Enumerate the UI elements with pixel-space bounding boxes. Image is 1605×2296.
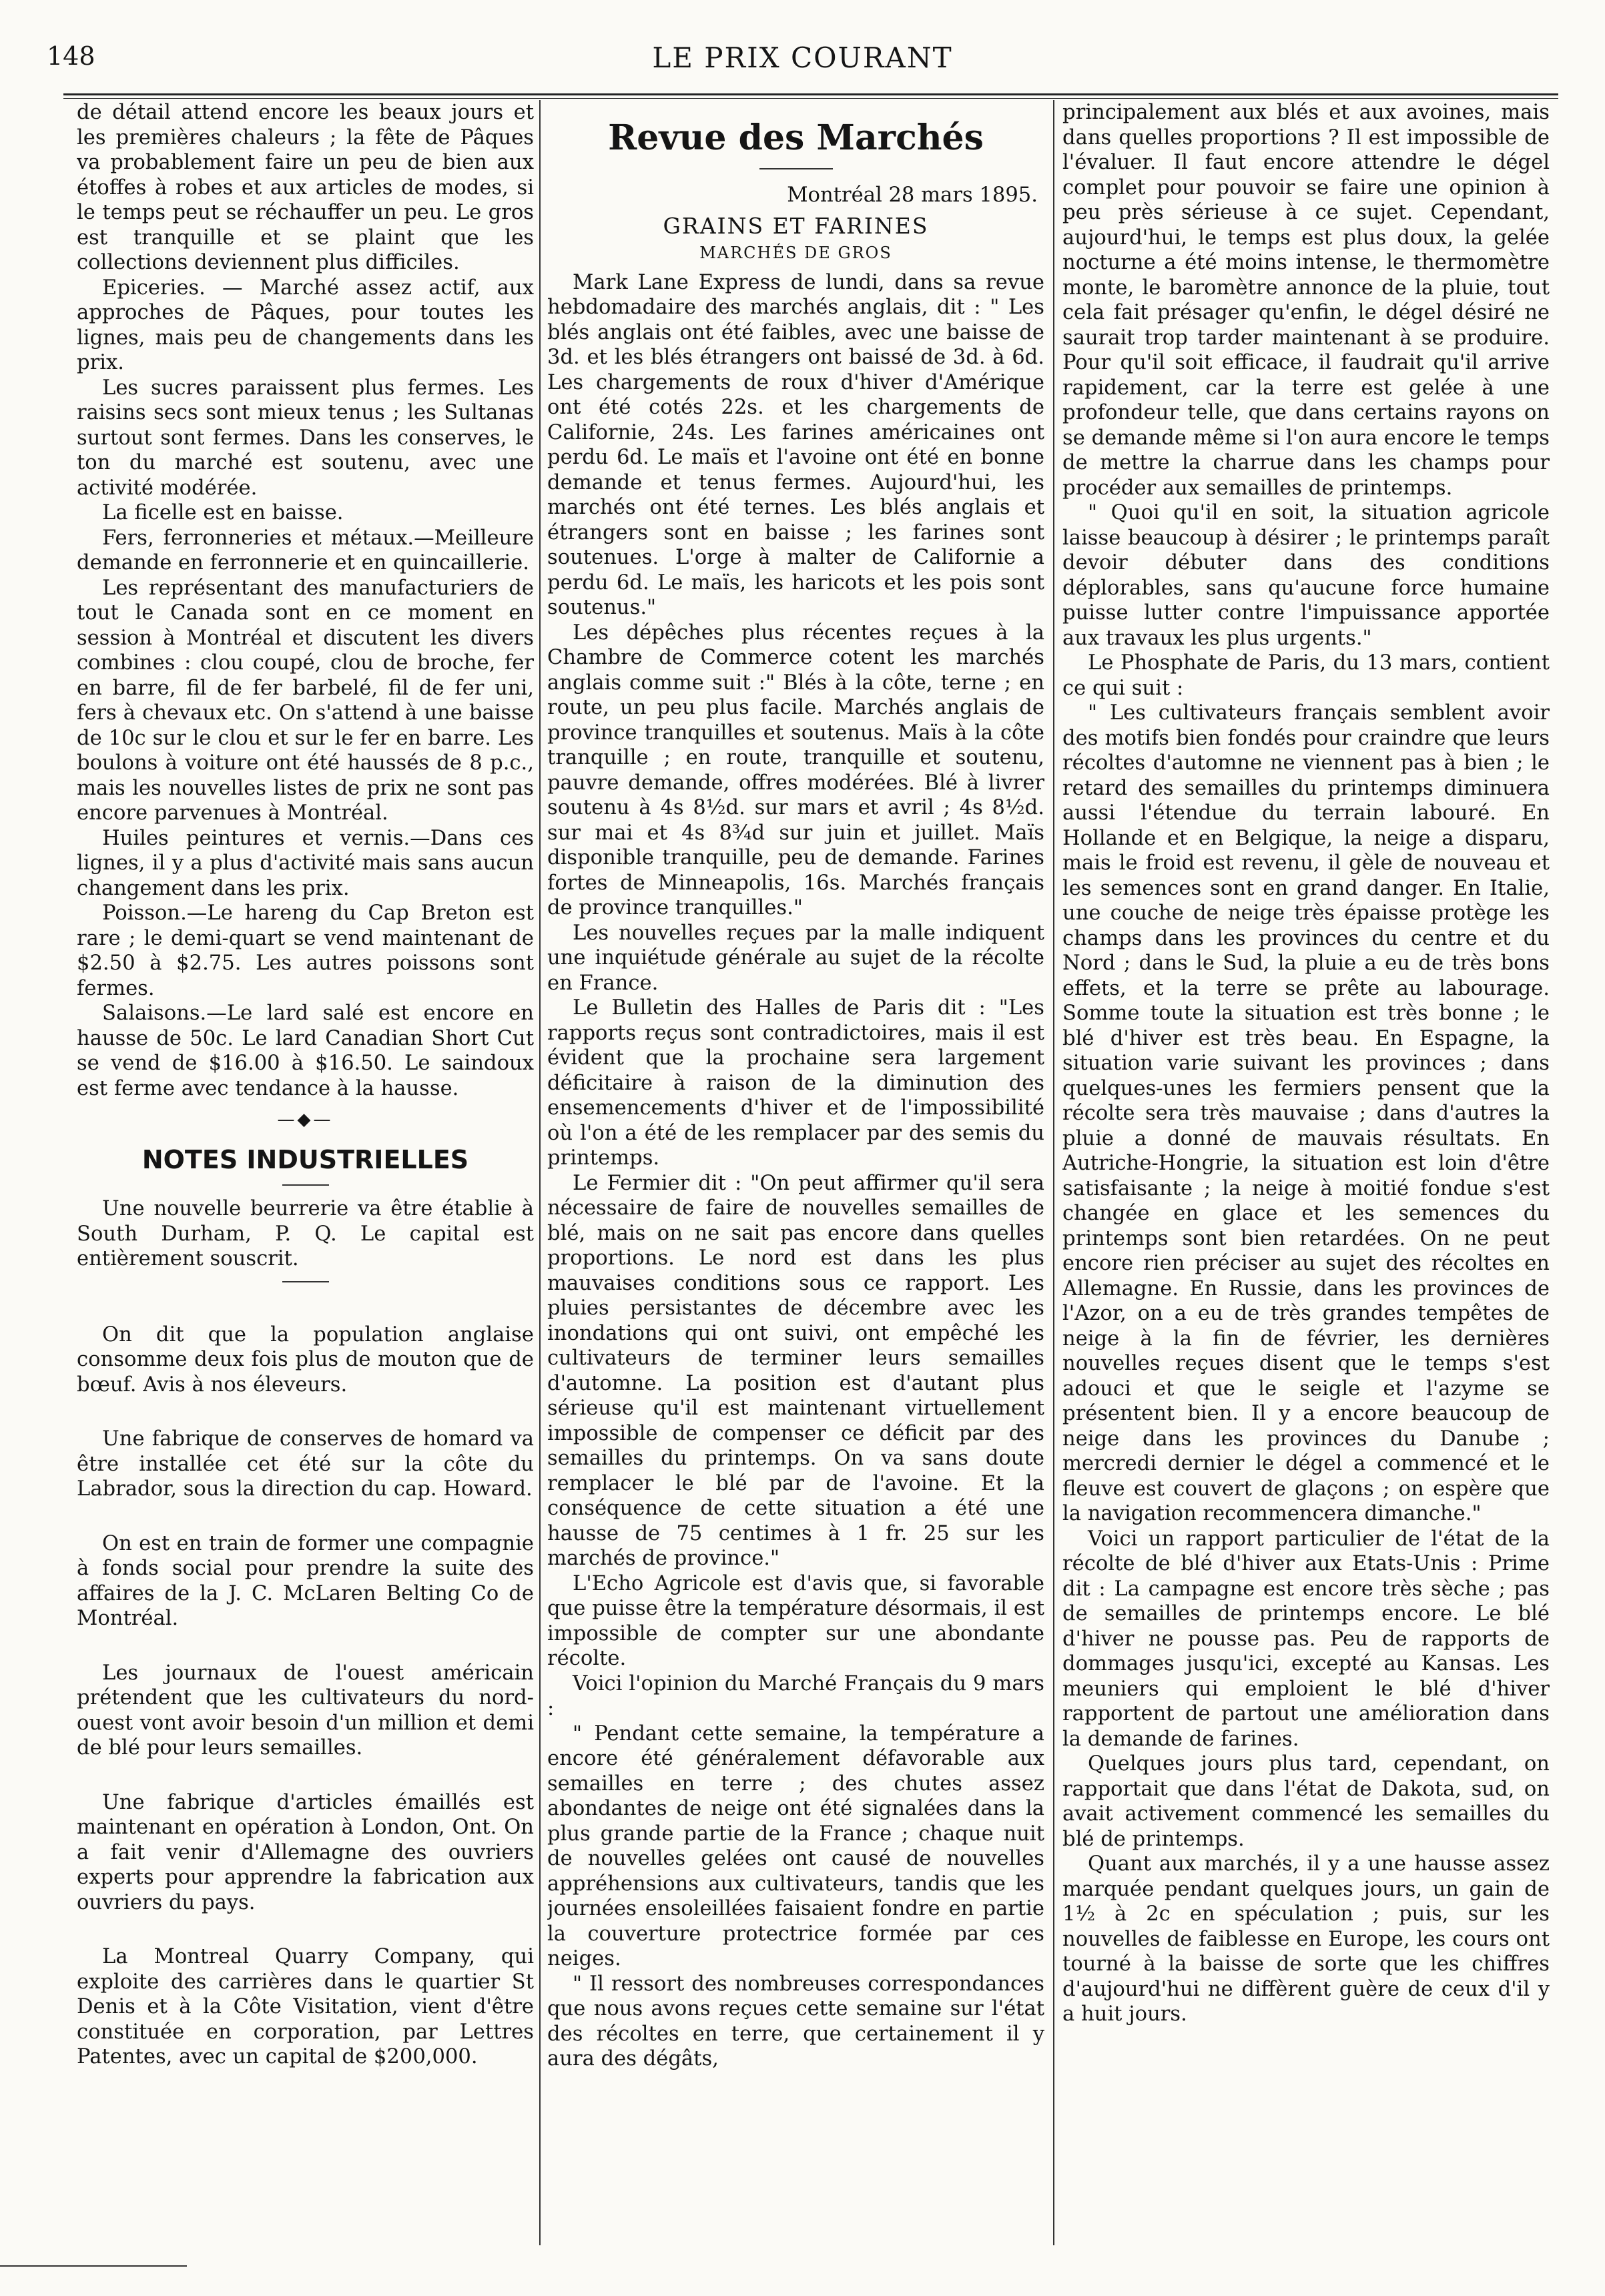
subheading-small: MARCHÉS DE GROS: [699, 244, 892, 262]
paragraph: Quant aux marchés, il y a une hausse assez marquée pendant quelques jours, un gain de 1½ à 2c en spéculation ; puis, sur les nouvelles de faiblesse en Europe, les cours ont tourné à la baisse de sorte que les chiffres d'aujourd'hui ne diffèrent guère de ceux d'il y a huit jours.: [1062, 1852, 1550, 2026]
dateline: Montréal 28 mars 1895.: [787, 183, 1038, 207]
paragraph: principalement aux blés et aux avoines, mais dans quelles proportions ? Il est impossible de l'évaluer. Il faut encore attendre le dégel complet pour pouvoir se faire une opinion à peu près sérieuse à ce sujet. Cependant, aujourd'hui, le temps est plus doux, la gelée nocturne a été moins intense, le thermomètre monte, le baromètre annonce de la pluie, tout cela fait présager qu'enfin, le dégel désiré ne saurait trop tarder maintenant à se produire. Pour qu'il soit efficace, il faudrait qu'il arrive rapidement, car la terre est gelée à une profondeur telle, que dans certains rayons on se demande même si l'on aura encore le temps de mettre la charrue dans les champs pour procéder aux semailles de printemps.: [1062, 101, 1550, 500]
paragraph: Fers, ferronneries et métaux.—Meilleure demande en ferronnerie et en quincaillerie.: [77, 526, 534, 575]
paragraph: Quelques jours plus tard, cependant, on rapportait que dans l'état de Dakota, sud, on avait activement commencé les semailles du blé de printemps.: [1062, 1752, 1550, 1851]
page-header: [27, 41, 1578, 83]
note-paragraph: Les journaux de l'ouest américain prétendent que les cultivateurs du nord-ouest vont avoir besoin d'un million et demi de blé pour leurs semailles.: [77, 1661, 534, 1760]
header-rule-thin: [63, 98, 1558, 99]
note-paragraph: Une nouvelle beurrerie va être établie à South Durham, P. Q. Le capital est entièrement souscrit.: [77, 1197, 534, 1270]
note-paragraph: Une fabrique d'articles émaillés est maintenant en opération à London, Ont. On a fait venir d'Allemagne des ouvriers experts pour apprendre la fabrication aux ouvriers du pays.: [77, 1790, 534, 1914]
paragraph: Le Fermier dit : "On peut affirmer qu'il sera nécessaire de faire de nouvelles semailles de blé, mais on ne sait pas encore dans quelles proportions. Le nord est dans les plus mauvaises conditions sous ce rapport. Les pluies persistantes de décembre avec les inondations qui ont suivi, ont empêché les cultivateurs de terminer leurs semailles d'automne. La position est d'autant plus sérieuse qu'il est maintenant virtuellement impossible de compenser ce déficit par des semailles du printemps. On va sans doute remplacer le blé par de l'avoine. Et la conséquence de cette situation a été une hausse de 75 centimes à 1 fr. 25 sur les marchés de province.": [547, 1171, 1044, 1570]
paragraph: Les nouvelles reçues par la malle indiquent une inquiétude générale au sujet de la récolte en France.: [547, 921, 1044, 995]
paragraph: Voici l'opinion du Marché Français du 9 mars :: [547, 1671, 1044, 1720]
left-column: [77, 100, 534, 2275]
paragraph: Les sucres paraissent plus fermes. Les raisins secs sont mieux tenus ; les Sultanas surtout sont fermes. Dans les conserves, le ton du marché est soutenu, avec une activité modérée.: [77, 376, 534, 500]
note-paragraph: On est en train de former une compagnie à fonds social pour prendre la suite des affaires de la J. C. McLaren Belting Co de Montréal.: [77, 1531, 534, 1630]
paragraph: La ficelle est en baisse.: [102, 501, 344, 524]
page-number: 148: [47, 41, 95, 71]
paragraph: Les représentant des manufacturiers de tout le Canada sont en ce moment en session à Montréal et discutent les divers combines : clou coupé, clou de broche, fer en barre, fil de fer barbelé, fil de fer uni, fers à chevaux etc. On s'attend à une baisse de 10c sur le clou et sur le fer en barre. Les boulons à voiture ont été haussés de 8 p.c., mais les nouvelles listes de prix ne sont pas encore parvenues à Montréal.: [77, 576, 534, 825]
note-paragraph: On dit que la population anglaise consomme deux fois plus de mouton que de bœuf. Avis à nos éleveurs.: [77, 1322, 534, 1397]
short-rule: [282, 1281, 329, 1282]
paragraph: L'Echo Agricole est d'avis que, si favorable que puisse être la température désormais, il est impossible de compter sur une abondante récolte.: [547, 1571, 1044, 1670]
subheading: GRAINS ET FARINES: [663, 212, 929, 239]
section-title: NOTES INDUSTRIELLES: [141, 1144, 469, 1174]
section-ornament: —◆—: [277, 1110, 334, 1130]
note-paragraph: La Montreal Quarry Company, qui exploite des carrières dans le quartier St Denis et à la Côte Visitation, vient d'être constituée en corporation, par Lettres Patentes, avec un capital de $200,000.: [77, 1945, 534, 2068]
short-rule: [282, 1184, 329, 1186]
paragraph: Huiles peintures et vernis.—Dans ces lignes, il y a plus d'activité mais sans aucun changement dans les prix.: [77, 826, 534, 900]
paragraph: " Il ressort des nombreuses correspondances que nous avons reçues cette semaine sur l'état des récoltes en terre, que certainement il y aura des dégâts,: [547, 1972, 1044, 2070]
column-divider: [1053, 100, 1054, 2245]
paragraph: Mark Lane Express de lundi, dans sa revue hebdomadaire des marchés anglais, dit : " Les blés anglais ont été faibles, avec une baisse de 3d. et les blés étrangers ont baissé de 3d. à 6d. Les chargements de roux d'hiver d'Amérique ont été cotés 22s. et les chargements de Californie, 24s. Les farines américaines ont perdu 6d. Le maïs et l'avoine ont été en bonne demande et tenus fermes. Aujourd'hui, les marchés ont été ternes. Les blés anglais et étrangers sont en baisse ; les farines sont soutenues. L'orge à malter de Californie a perdu 6d. Le maïs, les haricots et les pois sont soutenus.": [547, 270, 1044, 619]
paragraph: Les dépêches plus récentes reçues à la Chambre de Commerce cotent les marchés anglais comme suit :" Blés à la côte, terne ; en route, un peu plus facile. Marchés anglais de province tranquilles et soutenus. Maïs à la côte tranquille ; en route, tranquille et soutenu, pauvre demande, offres modérées. Blé à livrer soutenu à 4s 8½d. sur mars et avril ; 4s 8½d. sur mai et 4s 8¾d sur juin et juillet. Maïs disponible tranquille, peu de demande. Farines fortes de Minneapolis, 16s. Marchés français de province tranquilles.": [547, 621, 1044, 919]
note-paragraph: Une fabrique de conserves de homard va être installée cet été sur la côte du Labrador, sous la direction du cap. Howard.: [77, 1427, 534, 1501]
bottom-rule: [0, 2265, 187, 2267]
paragraph: Le Phosphate de Paris, du 13 mars, contient ce qui suit :: [1062, 651, 1550, 700]
paragraph: " Les cultivateurs français semblent avoir des motifs bien fondés pour craindre que leurs récoltes d'automne ne viennent pas à bien ; le retard des semailles du printemps diminuera aussi l'étendue du terrain labouré. En Hollande et en Belgique, la neige a disparu, mais le froid est revenu, il gèle de nouveau et les semences sont en grand danger. En Italie, une couche de neige très épaisse protège les champs dans les provinces du centre et du Nord ; dans le Sud, la pluie a eu de très bons effets, et la terre se prête au labourage. Somme toute la situation est très bonne ; le blé d'hiver est très beau. En Espagne, la situation varie suivant les provinces ; dans quelques-unes les fermiers pensent que la récolte sera très mauvaise ; dans d'autres la pluie a donné de mauvais résultats. En Autriche-Hongrie, la situation est loin d'être satisfaisante ; la neige à moitié fondue s'est changée en glace et les semences du printemps sont bien retardées. On ne peut encore rien préciser au sujet des récoltes en Allemagne. En Russie, dans les provinces de l'Azor, on a eu de très grandes tempêtes de neige à la fin de février, les dernières nouvelles reçues disent que le temps s'est adouci et que le seigle et l'azyme se présentent bien. Il y a encore beaucoup de neige dans les provinces du Danube ; mercredi dernier le dégel a commencé et le fleuve est couvert de glaçons ; on espère que la navigation recommencera dimanche.": [1062, 701, 1550, 1525]
paragraph: " Quoi qu'il en soit, la situation agricole laisse beaucoup à désirer ; le printemps paraît devoir débuter dans des conditions déplorables, sans qu'aucune force humaine puisse lutter contre l'impuissance apportée aux travaux les plus urgents.": [1062, 501, 1550, 650]
paragraph: " Pendant cette semaine, la température a encore été généralement défavorable aux semailles en terre ; des chutes assez abondantes de neige ont été signalées dans la plus grande partie de la France ; chaque nuit de nouvelles gelées ont causé de nouvelles appréhensions aux cultivateurs, tandis que les journées ensoleillées faisaient fondre en partie la couverture protectrice formée par ces neiges.: [547, 1721, 1044, 1970]
right-column: [1062, 100, 1550, 2275]
column-divider: [539, 100, 541, 2245]
paragraph: Voici un rapport particulier de l'état de la récolte de blé d'hiver aux Etats-Unis : Prime dit : La campagne est encore très sèche ; pas de semailles de printemps encore. Le blé d'hiver ne pousse pas. Peu de rapports de dommages jusqu'ici, excepté au Kansas. Les meuniers qui emploient le blé d'hiver rapportent de partout une amélioration dans la demande de farines.: [1062, 1527, 1550, 1751]
paragraph: Epiceries. — Marché assez actif, aux approches de Pâques, pour toutes les lignes, mais peu de changements dans les prix.: [77, 276, 534, 374]
middle-column: [547, 100, 1044, 2275]
header-rule: [63, 93, 1558, 95]
paragraph: Le Bulletin des Halles de Paris dit : "Les rapports reçus sont contradictoires, mais il est évident que la prochaine sera largement déficitaire à raison de la diminution des ensemencements d'hiver et de l'impossibilité où l'on a été de les remplacer par des semis du printemps.: [547, 996, 1044, 1170]
section-title: Revue des Marchés: [608, 117, 984, 158]
paragraph: Salaisons.—Le lard salé est encore en hausse de 50c. Le lard Canadian Short Cut se vend de $16.00 à $16.50. Le saindoux est ferme avec tendance à la hausse.: [77, 1002, 534, 1100]
paragraph: Poisson.—Le hareng du Cap Breton est rare ; le demi-quart se vend maintenant de $2.50 à $2.75. Les autres poissons sont fermes.: [77, 901, 534, 1000]
paragraph: de détail attend encore les beaux jours et les premières chaleurs ; la fête de Pâques va probablement faire un peu de bien aux étoffes à robes et aux articles de modes, si le temps peut se réchauffer un peu. Le gros est tranquille et se plaint que les collections deviennent plus difficiles.: [77, 101, 534, 274]
short-rule: [759, 168, 833, 169]
running-title: LE PRIX COURANT: [652, 41, 953, 74]
